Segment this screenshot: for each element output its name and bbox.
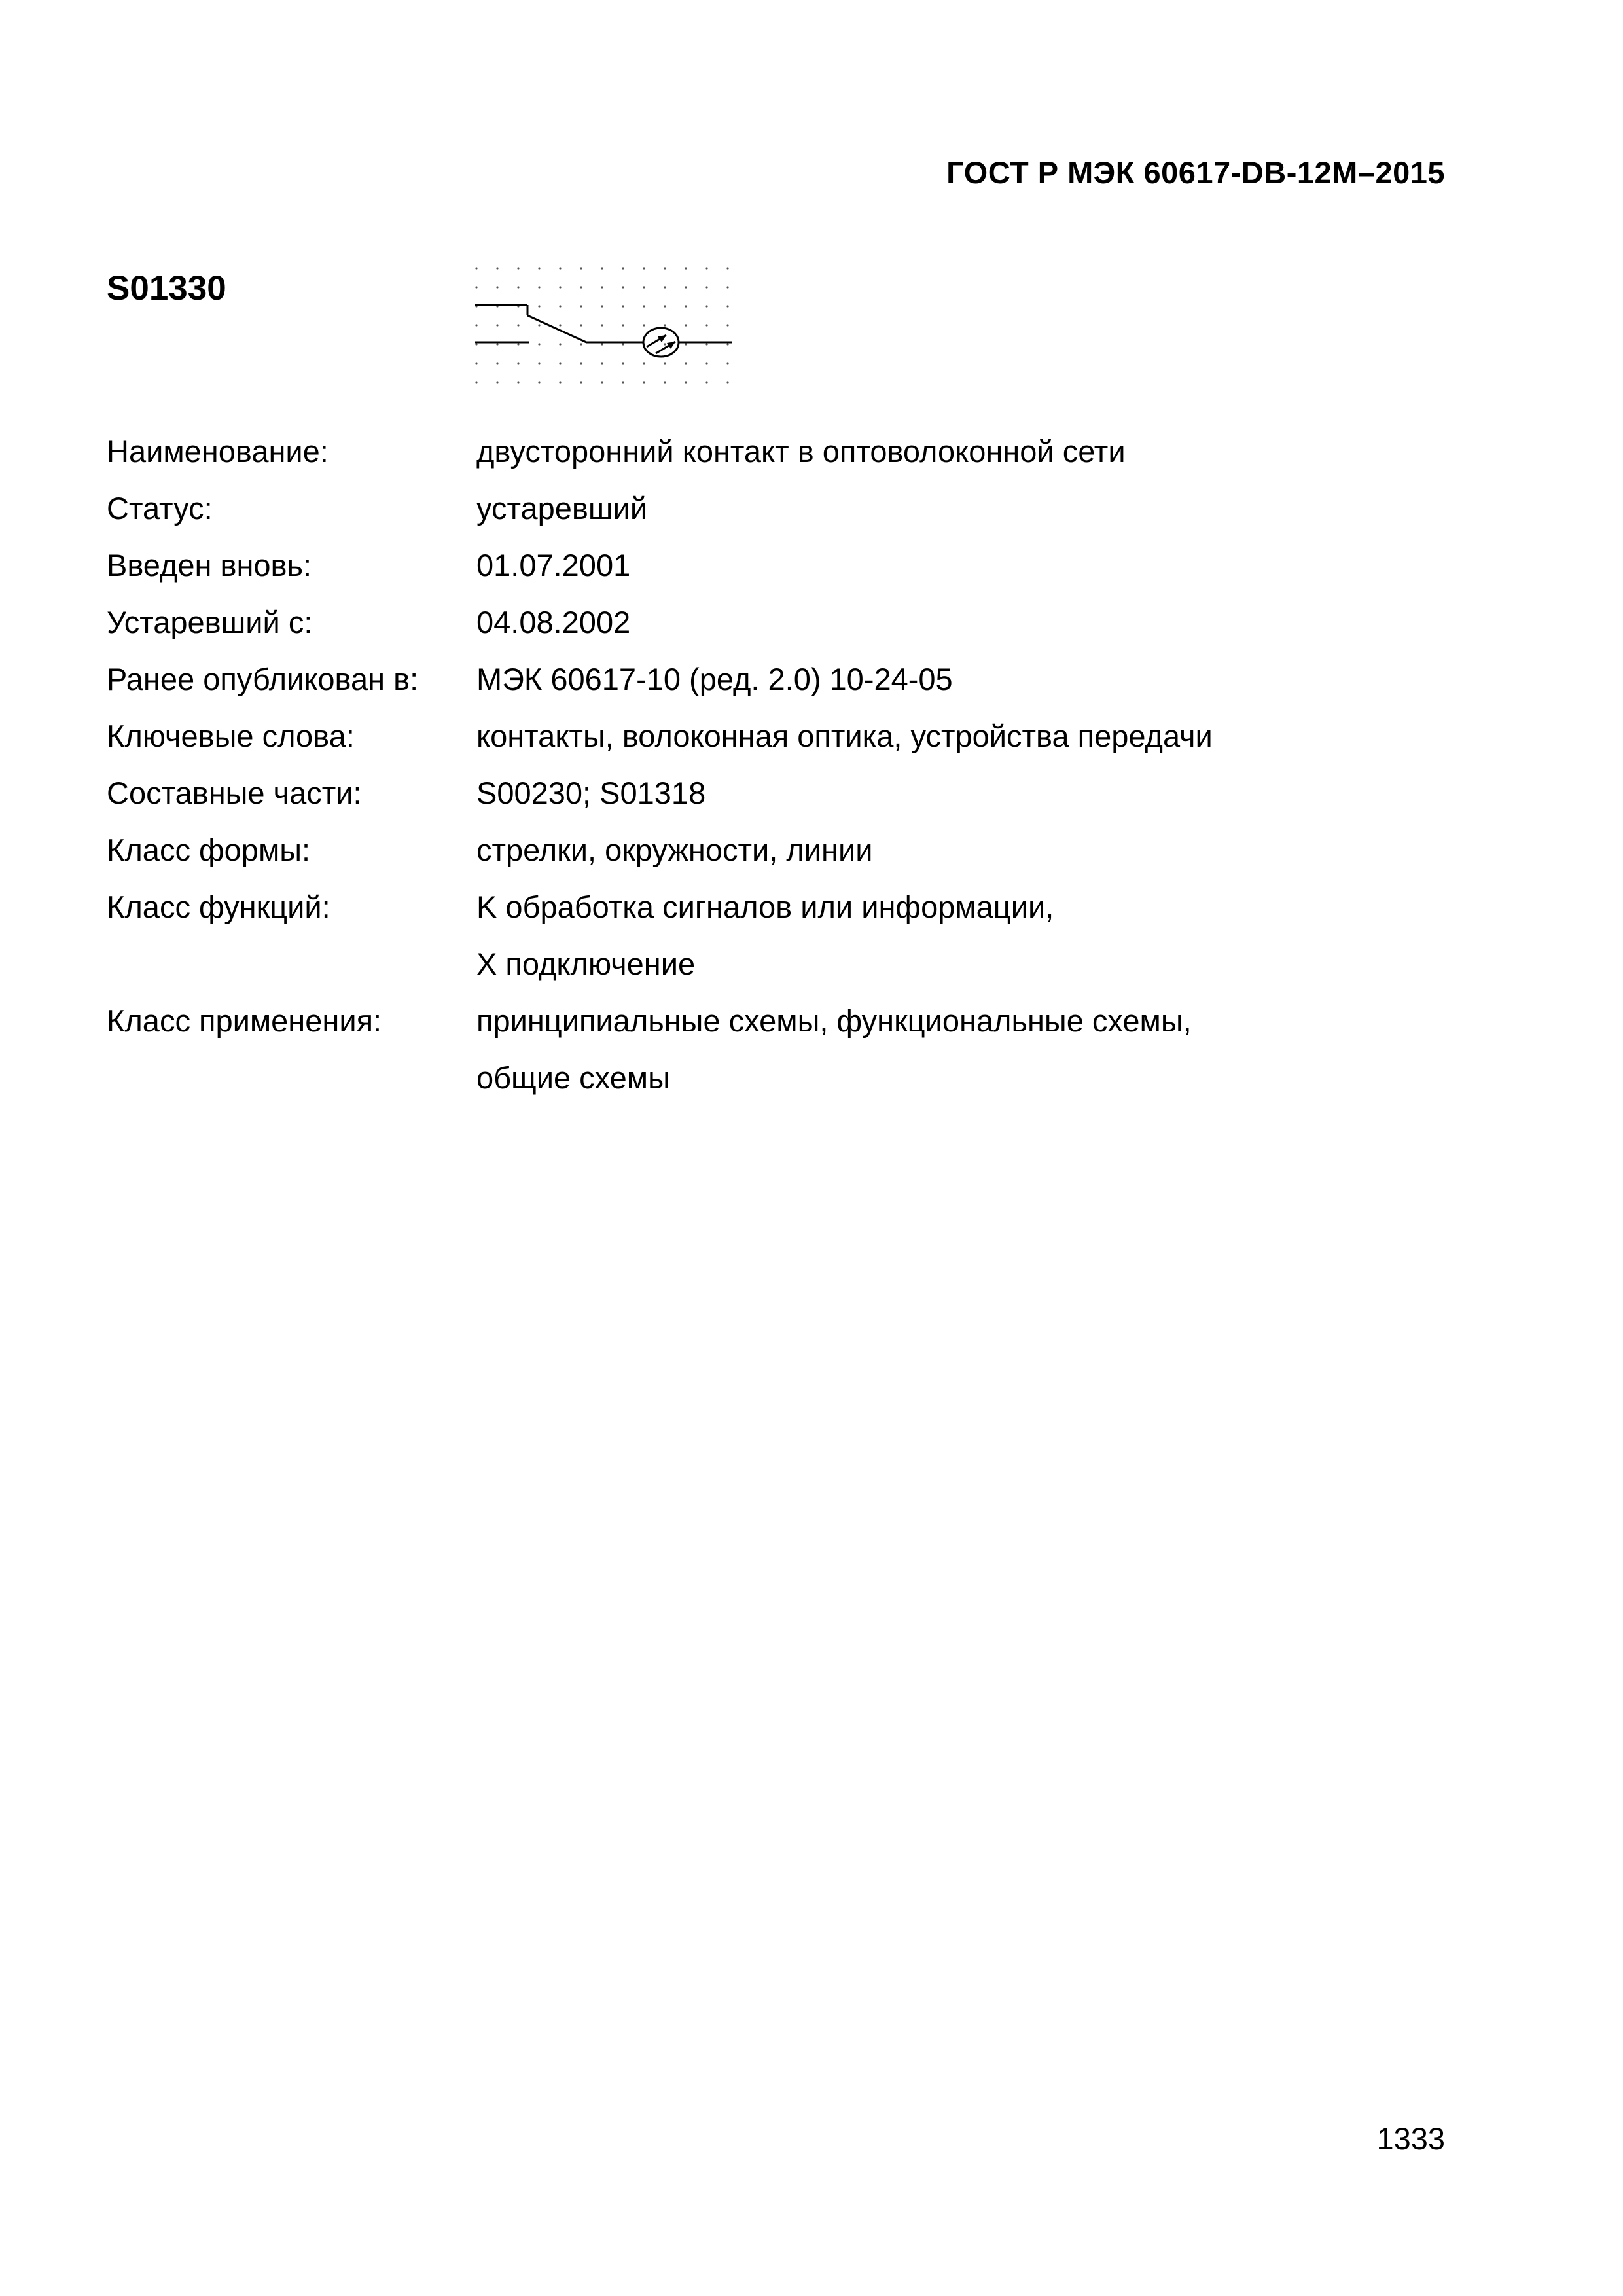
property-values: [476, 651, 1481, 708]
property-value: S00230; S01318: [476, 776, 706, 810]
property-values: [476, 992, 1481, 1106]
property-label: [107, 537, 476, 594]
property-values: [476, 821, 1481, 878]
property-label-text: Ключевые слова:: [107, 719, 355, 753]
property-label-text: Класс применения:: [107, 1003, 382, 1038]
property-row: [107, 651, 1481, 708]
property-label: [107, 651, 476, 708]
property-label: [107, 992, 476, 1106]
property-row: [107, 537, 1481, 594]
property-label-text: Введен вновь:: [107, 548, 312, 583]
property-row: [107, 423, 1481, 480]
property-row: [107, 480, 1481, 537]
property-values: [476, 537, 1481, 594]
property-label: [107, 821, 476, 878]
properties-table: [107, 423, 1481, 1106]
property-value: МЭК 60617-10 (ред. 2.0) 10-24-05: [476, 662, 953, 696]
property-row: [107, 878, 1481, 992]
property-value: устаревший: [476, 491, 648, 526]
property-value: контакты, волоконная оптика, устройства передачи: [476, 719, 1213, 753]
property-values: [476, 594, 1481, 651]
property-values: [476, 764, 1481, 821]
property-label-text: Ранее опубликован в:: [107, 662, 419, 696]
property-value: двусторонний контакт в оптоволоконной сети: [476, 434, 1126, 469]
property-value: X подключение: [476, 946, 696, 981]
symbol-id: S01330: [107, 269, 226, 308]
property-values: [476, 878, 1481, 992]
property-label: [107, 878, 476, 992]
property-label-text: Класс функций:: [107, 889, 330, 924]
standard-header: ГОСТ Р МЭК 60617-DB-12M–2015: [946, 155, 1445, 190]
property-label: [107, 480, 476, 537]
property-values: [476, 708, 1481, 764]
property-value: 04.08.2002: [476, 605, 631, 639]
property-label-text: Устаревший с:: [107, 605, 313, 639]
property-label: [107, 764, 476, 821]
symbol-figure: [470, 260, 738, 391]
property-value: принципиальные схемы, функциональные схемы,: [476, 1003, 1192, 1038]
property-value: K обработка сигналов или информации,: [476, 889, 1054, 924]
property-label-text: Статус:: [107, 491, 213, 526]
property-values: [476, 423, 1481, 480]
property-row: [107, 708, 1481, 764]
property-label-text: Составные части:: [107, 776, 362, 810]
property-label: [107, 594, 476, 651]
property-value: 01.07.2001: [476, 548, 631, 583]
page-number: 1333: [1376, 2121, 1445, 2156]
property-value: общие схемы: [476, 1060, 670, 1095]
property-row: [107, 821, 1481, 878]
property-row: [107, 764, 1481, 821]
property-row: [107, 992, 1481, 1106]
property-values: [476, 480, 1481, 537]
contact-symbol: [475, 305, 732, 357]
property-label: [107, 708, 476, 764]
property-row: [107, 594, 1481, 651]
dot-grid: [475, 267, 728, 383]
property-value: стрелки, окружности, линии: [476, 833, 873, 867]
property-label-text: Наименование:: [107, 434, 329, 469]
property-label-text: Класс формы:: [107, 833, 311, 867]
property-label: [107, 423, 476, 480]
